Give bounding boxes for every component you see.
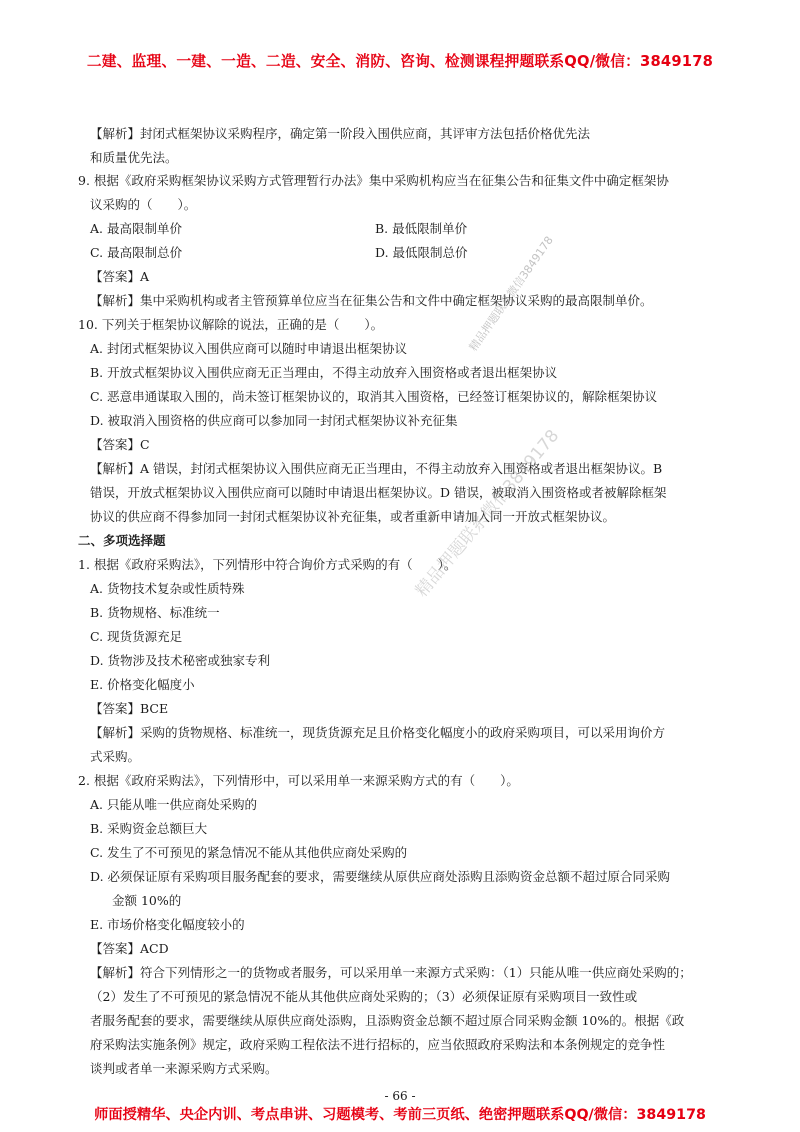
q9-option-b: B. 最低限制单价 <box>375 221 468 236</box>
q10-option-d: D. 被取消入围资格的供应商可以参加同一封闭式框架协议补充征集 <box>90 413 458 428</box>
q9-stem-line-2: 议采购的（ ）。 <box>90 197 197 212</box>
q9-option-a: A. 最高限制单价 <box>90 221 182 236</box>
m2-option-d-line-2: 金额 10%的 <box>112 893 182 908</box>
section-title-multiple-choice: 二、多项选择题 <box>78 533 166 548</box>
m2-answer: 【答案】ACD <box>90 941 169 956</box>
watermark-small: 精品押题联系微信3849178 <box>466 233 556 354</box>
m1-answer: 【答案】BCE <box>90 701 169 716</box>
m1-option-a: A. 货物技术复杂或性质特殊 <box>90 581 245 596</box>
q10-option-c: C. 恶意串通谋取入围的，尚未签订框架协议的，取消其入围资格，已经签订框架协议的，解除框架协议 <box>90 389 658 404</box>
m2-option-c: C. 发生了不可预见的紧急情况不能从其他供应商处采购的 <box>90 845 408 860</box>
q10-stem: 10. 下列关于框架协议解除的说法，正确的是（ ）。 <box>78 317 384 332</box>
prev-analysis-line-1: 【解析】封闭式框架协议采购程序，确定第一阶段入围供应商，其评审方法包括价格优先法 <box>90 126 591 141</box>
q10-option-b: B. 开放式框架协议入围供应商无正当理由，不得主动放弃入围资格或者退出框架协议 <box>90 365 558 380</box>
q10-answer: 【答案】C <box>90 437 150 452</box>
m1-stem: 1. 根据《政府采购法》，下列情形中符合询价方式采购的有（ ）。 <box>78 557 457 572</box>
page-number: - 66 - <box>384 1089 416 1103</box>
m2-stem: 2. 根据《政府采购法》，下列情形中，可以采用单一来源采购方式的有（ ）。 <box>78 773 519 788</box>
prev-analysis-line-2: 和质量优先法。 <box>90 150 178 165</box>
m2-option-a: A. 只能从唯一供应商处采购的 <box>90 797 257 812</box>
q9-stem-line-1: 9. 根据《政府采购框架协议采购方式管理暂行办法》集中采购机构应当在征集公告和征集文件中确定框架协 <box>78 173 669 188</box>
footer-banner: 师面授精华、央企内训、考点串讲、习题模考、考前三页纸、绝密押题联系QQ/微信：3849178 <box>94 1107 706 1123</box>
m2-option-b: B. 采购资金总额巨大 <box>90 821 208 836</box>
m1-option-c: C. 现货货源充足 <box>90 629 183 644</box>
m1-analysis-line-1: 【解析】采购的货物规格、标准统一，现货货源充足且价格变化幅度小的政府采购项目，可以采用询价方 <box>90 725 666 740</box>
m2-analysis-line-1: 【解析】符合下列情形之一的货物或者服务，可以采用单一来源方式采购：（1）只能从唯一供应商处采购的； <box>90 965 692 980</box>
m2-option-e: E. 市场价格变化幅度较小的 <box>90 917 245 932</box>
q10-analysis-line-2: 错误，开放式框架协议入围供应商可以随时申请退出框架协议。D 错误，被取消入围资格或者被解除框架 <box>90 485 667 500</box>
m2-analysis-line-5: 谈判或者单一来源采购方式采购。 <box>90 1061 278 1076</box>
q10-option-a: A. 封闭式框架协议入围供应商可以随时申请退出框架协议 <box>90 341 407 356</box>
m1-option-b: B. 货物规格、标准统一 <box>90 605 220 620</box>
m2-analysis-line-3: 者服务配套的要求，需要继续从原供应商处添购，且添购资金总额不超过原合同采购金额 10%的。根据《政 <box>90 1013 685 1028</box>
q9-option-d: D. 最低限制总价 <box>375 245 468 260</box>
m2-analysis-line-4: 府采购法实施条例》规定，政府采购工程依法不进行招标的，应当依照政府采购法和本条例规定的竞争性 <box>90 1037 666 1052</box>
m1-analysis-line-2: 式采购。 <box>90 749 141 764</box>
q10-analysis-line-3: 协议的供应商不得参加同一封闭式框架协议补充征集，或者重新申请加入同一开放式框架协议。 <box>90 509 616 524</box>
q9-analysis: 【解析】集中采购机构或者主管预算单位应当在征集公告和文件中确定框架协议采购的最高限制单价。 <box>90 293 653 308</box>
m2-option-d-line-1: D. 必须保证原有采购项目服务配套的要求，需要继续从原供应商处添购且添购资金总额不超过原合同采购 <box>90 869 671 884</box>
m1-option-d: D. 货物涉及技术秘密或独家专利 <box>90 653 271 668</box>
q10-analysis-line-1: 【解析】A 错误，封闭式框架协议入围供应商无正当理由，不得主动放弃入围资格或者退出框架协议。B <box>90 461 663 476</box>
q9-option-c: C. 最高限制总价 <box>90 245 183 260</box>
m2-analysis-line-2: （2）发生了不可预见的紧急情况不能从其他供应商处采购的；（3）必须保证原有采购项目一致性或 <box>90 989 638 1004</box>
m1-option-e: E. 价格变化幅度小 <box>90 677 195 692</box>
q9-answer: 【答案】A <box>90 269 150 284</box>
watermark-large: 精品押题联系微信3849178 <box>411 426 564 602</box>
header-banner: 二建、监理、一建、一造、二造、安全、消防、咨询、检测课程押题联系QQ/微信：3849178 <box>86 53 714 70</box>
